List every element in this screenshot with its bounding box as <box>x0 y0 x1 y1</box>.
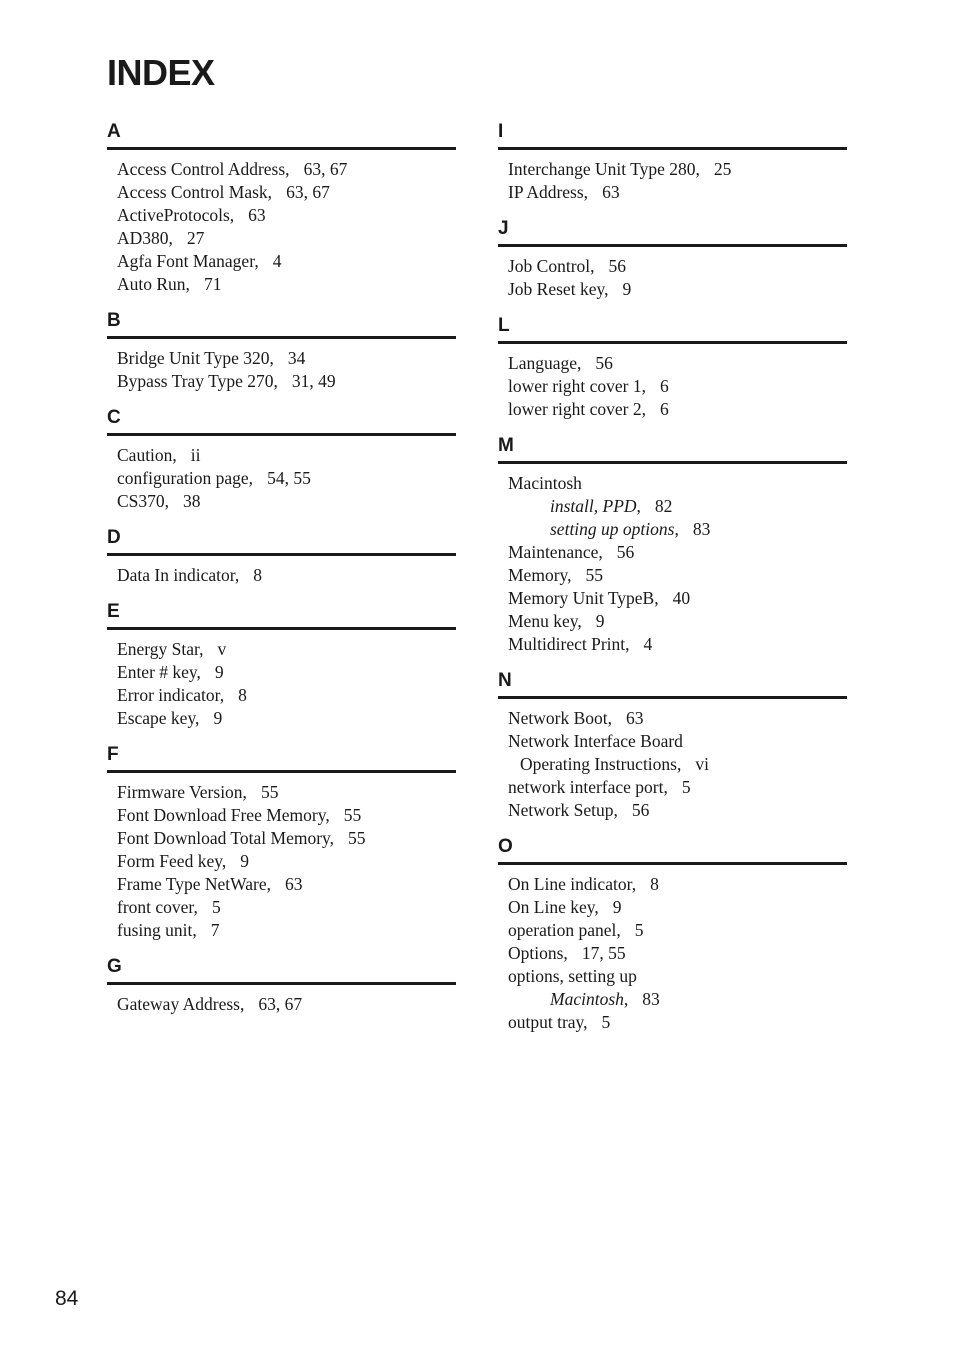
entry-term: AD380, <box>117 228 173 248</box>
entry-page-refs: 5 <box>601 1012 611 1032</box>
entry-page-refs: 55 <box>260 782 279 802</box>
entry-page-refs: 63, 67 <box>258 994 303 1014</box>
entry-term: Agfa Font Manager, <box>117 251 259 271</box>
index-entry <box>117 490 456 513</box>
entry-term: ActiveProtocols, <box>117 205 235 225</box>
entry-term: Network Setup, <box>508 800 618 820</box>
index-entry <box>117 181 456 204</box>
section-letter-heading: C <box>107 403 456 436</box>
index-entry <box>117 273 456 296</box>
index-entry <box>117 444 456 467</box>
index-entries <box>107 985 456 1016</box>
entry-page-refs: 27 <box>186 228 205 248</box>
index-entry <box>508 587 847 610</box>
index-entry <box>508 255 847 278</box>
index-entry <box>508 965 847 988</box>
entry-term: Escape key, <box>117 708 200 728</box>
entry-page-refs: 63 <box>285 874 303 894</box>
entry-term: Firmware Version, <box>117 782 247 802</box>
entry-page-refs: 5 <box>634 920 644 940</box>
entry-term: Multidirect Print, <box>508 634 630 654</box>
entry-page-refs: 54, 55 <box>267 468 311 488</box>
index-entry <box>117 850 456 873</box>
entry-separator: , <box>636 496 641 516</box>
index-entry <box>508 896 847 919</box>
index-entry <box>117 993 456 1016</box>
entry-page-refs: 6 <box>660 376 669 396</box>
entry-page-refs: 63, 67 <box>303 159 348 179</box>
entry-term: On Line indicator, <box>508 874 637 894</box>
index-section <box>498 214 847 301</box>
entry-term: Error indicator, <box>117 685 225 705</box>
entry-term: setting up options <box>550 519 675 539</box>
entry-term: options, setting up <box>508 966 637 986</box>
entry-term: Data In indicator, <box>117 565 240 585</box>
entry-term: fusing unit, <box>117 920 197 940</box>
entry-term: Memory, <box>508 565 572 585</box>
index-entry <box>117 370 456 393</box>
entry-term: lower right cover 1, <box>508 376 647 396</box>
entry-term: configuration page, <box>117 468 254 488</box>
entry-term: Gateway Address, <box>117 994 245 1014</box>
index-entry <box>508 1011 847 1034</box>
index-section <box>498 832 847 1034</box>
entry-term: Maintenance, <box>508 542 603 562</box>
index-entry <box>117 227 456 250</box>
index-entry <box>117 638 456 661</box>
index-entries <box>107 773 456 942</box>
index-entry <box>117 707 456 730</box>
entry-page-refs: 9 <box>240 851 249 871</box>
entry-term: Caution, <box>117 445 177 465</box>
section-letter-heading: J <box>498 214 847 247</box>
index-section <box>498 431 847 656</box>
entry-page-refs: 55 <box>585 565 604 585</box>
index-entry <box>117 827 456 850</box>
section-letter-heading: M <box>498 431 847 464</box>
section-letter-heading: B <box>107 306 456 339</box>
entry-page-refs: 40 <box>672 588 691 608</box>
index-section <box>107 597 456 730</box>
entry-page-refs: 8 <box>253 565 262 585</box>
index-section <box>107 306 456 393</box>
entry-term: Network Interface Board <box>508 731 683 751</box>
index-entries <box>498 865 847 1034</box>
entry-term: Menu key, <box>508 611 582 631</box>
page-number: 84 <box>55 1287 79 1310</box>
entry-page-refs: 4 <box>643 634 653 654</box>
index-entry <box>508 942 847 965</box>
index-entry <box>508 375 847 398</box>
index-entry <box>117 919 456 942</box>
entry-page-refs: 17, 55 <box>581 943 626 963</box>
section-letter-heading: E <box>107 597 456 630</box>
entry-term: Enter # key, <box>117 662 201 682</box>
entry-page-refs: 56 <box>616 542 635 562</box>
index-subentry <box>508 518 847 541</box>
entry-page-refs: 38 <box>183 491 201 511</box>
index-section <box>107 403 456 513</box>
index-entry <box>508 541 847 564</box>
page-title: INDEX <box>107 52 215 93</box>
index-column-right <box>498 117 847 1044</box>
entry-page-refs: 56 <box>608 256 627 276</box>
index-entry <box>117 204 456 227</box>
section-letter-heading: O <box>498 832 847 865</box>
entry-separator: , <box>623 989 629 1009</box>
entry-page-refs: 71 <box>203 274 222 294</box>
entry-page-refs: 31, 49 <box>291 371 336 391</box>
index-entry <box>117 896 456 919</box>
entry-term: Job Reset key, <box>508 279 609 299</box>
index-entries <box>107 436 456 513</box>
entry-term: Memory Unit TypeB, <box>508 588 659 608</box>
entry-term: On Line key, <box>508 897 599 917</box>
index-entry <box>508 398 847 421</box>
entry-separator: , <box>674 519 679 539</box>
entry-term: Access Control Address, <box>117 159 290 179</box>
index-entries <box>498 699 847 822</box>
section-letter-heading: I <box>498 117 847 150</box>
entry-page-refs: 8 <box>650 874 659 894</box>
section-letter-heading: L <box>498 311 847 344</box>
entry-page-refs: 55 <box>343 805 362 825</box>
index-entry <box>508 472 847 495</box>
entry-page-refs: 63 <box>602 182 620 202</box>
index-entry <box>508 753 847 776</box>
index-entry <box>117 661 456 684</box>
entry-page-refs: 5 <box>211 897 221 917</box>
entry-page-refs: 34 <box>287 348 306 368</box>
entry-term: Macintosh <box>508 473 582 493</box>
index-entry <box>508 776 847 799</box>
entry-page-refs: 83 <box>692 519 711 539</box>
entry-term: install, PPD <box>550 496 637 516</box>
entry-term: front cover, <box>117 897 198 917</box>
section-letter-heading: N <box>498 666 847 699</box>
entry-page-refs: 7 <box>210 920 220 940</box>
index-entry <box>117 347 456 370</box>
entry-term: Access Control Mask, <box>117 182 273 202</box>
entry-page-refs: 56 <box>595 353 613 373</box>
entry-term: Auto Run, <box>117 274 190 294</box>
index-entry <box>508 730 847 753</box>
entry-term: Interchange Unit Type 280, <box>508 159 700 179</box>
index-entry <box>508 610 847 633</box>
entry-term: operation panel, <box>508 920 621 940</box>
index-entry <box>117 781 456 804</box>
entry-page-refs: 8 <box>238 685 247 705</box>
entry-page-refs: 25 <box>713 159 732 179</box>
entry-term: network interface port, <box>508 777 668 797</box>
entry-term: Network Boot, <box>508 708 613 728</box>
index-entry <box>508 633 847 656</box>
entry-page-refs: 9 <box>214 662 224 682</box>
section-letter-heading: A <box>107 117 456 150</box>
entry-page-refs: 4 <box>272 251 282 271</box>
index-entries <box>498 247 847 301</box>
index-entry <box>508 278 847 301</box>
entry-term: lower right cover 2, <box>508 399 647 419</box>
index-section <box>498 666 847 822</box>
index-entry <box>508 799 847 822</box>
index-entry <box>508 919 847 942</box>
index-entry <box>117 873 456 896</box>
index-section <box>107 117 456 296</box>
entry-term: Font Download Free Memory, <box>117 805 330 825</box>
index-column-left <box>107 117 456 1026</box>
entry-term: Form Feed key, <box>117 851 227 871</box>
entry-page-refs: 9 <box>622 279 632 299</box>
entry-page-refs: 83 <box>642 989 660 1009</box>
entry-page-refs: 9 <box>612 897 622 917</box>
entry-term: Macintosh <box>550 989 624 1009</box>
index-entries <box>107 339 456 393</box>
index-entries <box>107 556 456 587</box>
entry-term: Bypass Tray Type 270, <box>117 371 278 391</box>
index-entries <box>498 344 847 421</box>
index-subentry <box>508 988 847 1011</box>
entry-page-refs: 5 <box>681 777 691 797</box>
index-section <box>107 740 456 942</box>
entry-page-refs: 63 <box>248 205 266 225</box>
entry-term: CS370, <box>117 491 170 511</box>
index-entry <box>117 564 456 587</box>
index-entry <box>508 181 847 204</box>
index-entry <box>117 158 456 181</box>
entry-page-refs: 9 <box>213 708 223 728</box>
entry-page-refs: 82 <box>654 496 673 516</box>
index-entry <box>508 707 847 730</box>
entry-term: Bridge Unit Type 320, <box>117 348 274 368</box>
index-entries <box>498 150 847 204</box>
entry-page-refs: ii <box>190 445 201 465</box>
entry-page-refs: 6 <box>660 399 669 419</box>
index-entry <box>117 804 456 827</box>
entry-page-refs: v <box>217 639 227 659</box>
index-entry <box>508 352 847 375</box>
entry-term: IP Address, <box>508 182 589 202</box>
index-entry <box>508 873 847 896</box>
index-section <box>498 117 847 204</box>
index-entry <box>508 158 847 181</box>
index-entry <box>117 684 456 707</box>
entry-term: Frame Type NetWare, <box>117 874 271 894</box>
entry-page-refs: vi <box>695 754 709 774</box>
index-entry <box>117 250 456 273</box>
entry-term: output tray, <box>508 1012 588 1032</box>
index-section <box>107 952 456 1016</box>
entry-term: Job Control, <box>508 256 595 276</box>
index-section <box>107 523 456 587</box>
entry-term: Operating Instructions, <box>520 754 682 774</box>
entry-page-refs: 55 <box>348 828 366 848</box>
index-section <box>498 311 847 421</box>
index-entry <box>508 564 847 587</box>
entry-term: Language, <box>508 353 582 373</box>
index-entries <box>498 464 847 656</box>
entry-page-refs: 63, 67 <box>286 182 330 202</box>
section-letter-heading: D <box>107 523 456 556</box>
index-entries <box>107 630 456 730</box>
index-entry <box>117 467 456 490</box>
entry-page-refs: 56 <box>631 800 650 820</box>
section-letter-heading: G <box>107 952 456 985</box>
entry-term: Font Download Total Memory, <box>117 828 335 848</box>
index-entries <box>107 150 456 296</box>
section-letter-heading: F <box>107 740 456 773</box>
entry-term: Energy Star, <box>117 639 204 659</box>
entry-page-refs: 9 <box>595 611 605 631</box>
entry-term: Options, <box>508 943 568 963</box>
index-subentry <box>508 495 847 518</box>
entry-page-refs: 63 <box>626 708 644 728</box>
